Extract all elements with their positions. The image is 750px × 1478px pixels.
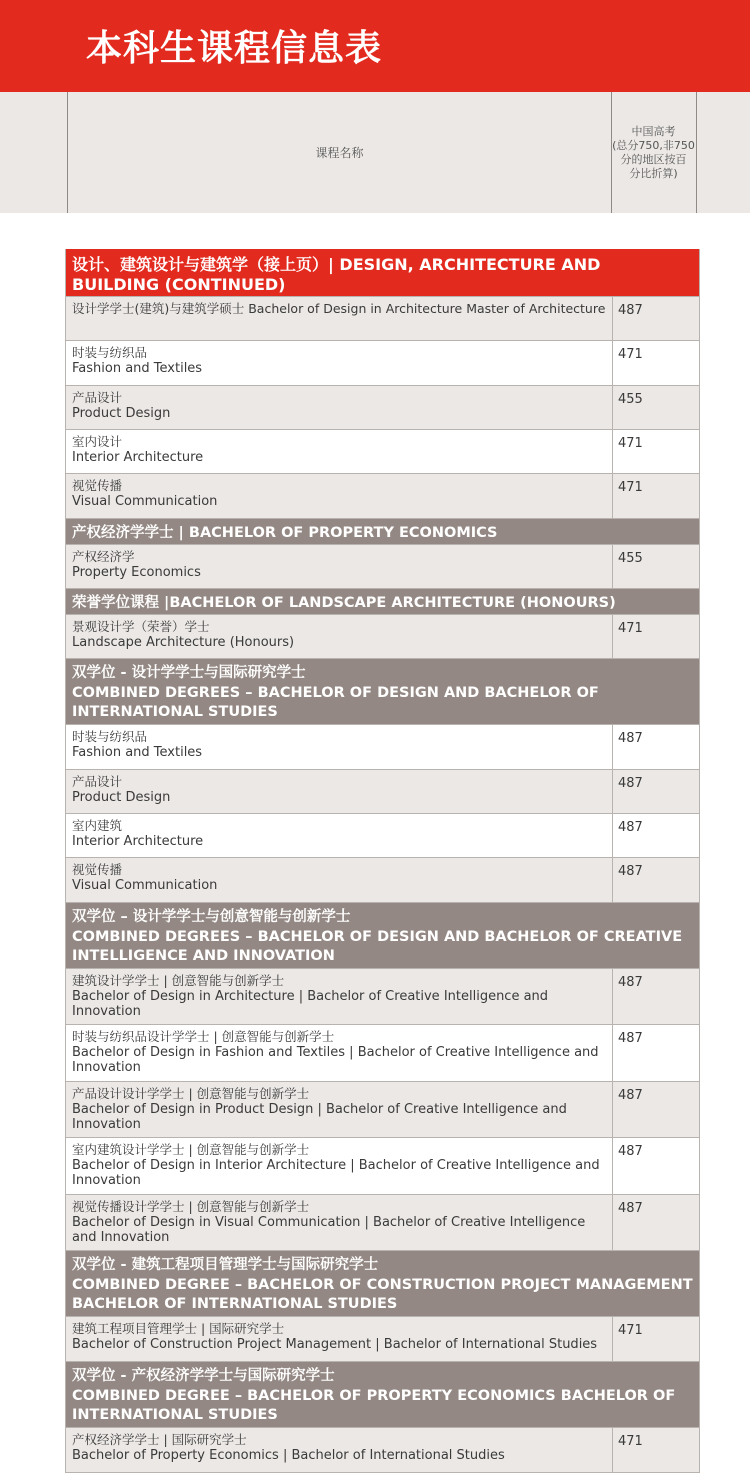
course-name-cell xyxy=(66,1428,613,1472)
course-name-en: Bachelor of Design in Fashion and Textiles | Bachelor of Creative Intelligence and Innovation xyxy=(72,1045,599,1075)
gaokao-score-cell: 471 xyxy=(618,1434,643,1449)
gaokao-score-cell: 455 xyxy=(618,551,643,566)
column-header-bar xyxy=(0,92,750,213)
gaokao-score-cell: 487 xyxy=(618,1088,643,1103)
gaokao-score-cell: 471 xyxy=(618,347,643,362)
section-header: 双学位 - 设计学学士与国际研究学士 COMBINED DEGREES – BACHELOR OF DESIGN AND BACHELOR OF INTERNATIONAL STUDIES xyxy=(66,659,699,725)
gaokao-score-cell: 487 xyxy=(618,864,643,879)
course-name-en: Bachelor of Property Economics | Bachelor of International Studies xyxy=(72,1448,505,1463)
section-header: 产权经济学学士 | BACHELOR OF PROPERTY ECONOMICS xyxy=(66,519,699,545)
course-name-zh: 视觉传播 xyxy=(72,862,123,877)
section-header: 设计、建筑设计与建筑学（接上页）| DESIGN, ARCHITECTURE AND BUILDING (CONTINUED) xyxy=(66,249,699,297)
course-name-cell xyxy=(66,474,613,518)
table-row xyxy=(66,474,699,519)
course-name-zh: 时装与纺织品 xyxy=(72,729,148,744)
course-name-cell xyxy=(66,770,613,813)
course-name-column-header: 课程名称 xyxy=(315,146,364,160)
course-name-en: Bachelor of Design in Architecture | Bachelor of Creative Intelligence and Innovation xyxy=(72,989,549,1019)
gaokao-score-cell: 471 xyxy=(618,1323,643,1338)
course-name-cell xyxy=(66,386,613,429)
course-name-en: Landscape Architecture (Honours) xyxy=(72,635,295,650)
course-name-en: Fashion and Textiles xyxy=(72,745,203,760)
table-row xyxy=(66,545,699,589)
course-name-en: Fashion and Textiles xyxy=(72,361,203,376)
column-divider xyxy=(696,92,697,213)
course-name-zh: 产品设计设计学学士 | 创意智能与创新学士 xyxy=(72,1086,310,1101)
table-row xyxy=(66,1025,699,1082)
gaokao-score-cell: 487 xyxy=(618,303,643,318)
table-row xyxy=(66,615,699,659)
gaokao-score-column-header: 中国高考 (总分750,非750 分的地区按百 分比折算) xyxy=(612,124,695,180)
course-table xyxy=(65,249,700,1473)
page-title: 本科生课程信息表 xyxy=(86,28,383,69)
gaokao-score-cell: 471 xyxy=(618,480,643,495)
gaokao-score-cell: 487 xyxy=(618,776,643,791)
gaokao-score-cell: 487 xyxy=(618,820,643,835)
gaokao-score-cell: 471 xyxy=(618,436,643,451)
gaokao-score-cell: 487 xyxy=(618,731,643,746)
course-name-zh: 建筑工程项目管理学士 | 国际研究学士 xyxy=(72,1321,285,1336)
course-name-cell xyxy=(66,341,613,385)
table-row xyxy=(66,725,699,770)
course-name-zh: 产品设计 xyxy=(72,390,123,405)
course-name-zh: 视觉传播设计学学士 | 创意智能与创新学士 xyxy=(72,1199,310,1214)
gaokao-score-cell: 455 xyxy=(618,392,643,407)
table-row xyxy=(66,430,699,474)
course-name-en: Bachelor of Design in Product Design | Bachelor of Creative Intelligence and Innovation xyxy=(72,1102,567,1132)
course-name-cell xyxy=(66,814,613,857)
section-header: 荣誉学位课程 |BACHELOR OF LANDSCAPE ARCHITECTURE (HONOURS) xyxy=(66,589,699,615)
course-name-cell xyxy=(66,615,613,658)
course-name-en: Bachelor of Construction Project Management | Bachelor of International Studies xyxy=(72,1337,598,1352)
course-name-cell xyxy=(66,430,613,473)
table-row xyxy=(66,814,699,858)
header-banner xyxy=(0,0,750,92)
course-name-cell xyxy=(66,1025,613,1081)
section-header: 双学位 - 建筑工程项目管理学士与国际研究学士 COMBINED DEGREE – BACHELOR OF CONSTRUCTION PROJECT MANAGEMENT BACHELOR OF INTERNATIONAL STUDIES xyxy=(66,1251,699,1317)
gaokao-score-cell: 487 xyxy=(618,1201,643,1216)
table-row xyxy=(66,1082,699,1138)
course-name-cell xyxy=(66,969,613,1024)
course-name-en: Product Design xyxy=(72,790,171,805)
table-row xyxy=(66,858,699,903)
course-name-zh: 室内建筑设计学学士 | 创意智能与创新学士 xyxy=(72,1142,310,1157)
course-name-zh: 产权经济学 xyxy=(72,549,135,564)
table-row xyxy=(66,969,699,1025)
course-name-zh: 室内建筑 xyxy=(72,818,123,833)
course-name-en: Visual Communication xyxy=(72,878,218,893)
course-name-en: Interior Architecture xyxy=(72,834,204,849)
section-header: 双学位 - 产权经济学学士与国际研究学士 COMBINED DEGREE – BACHELOR OF PROPERTY ECONOMICS BACHELOR OF INTERNATIONAL STUDIES xyxy=(66,1362,699,1428)
course-name-zh: 建筑设计学学士 | 创意智能与创新学士 xyxy=(72,973,285,988)
table-row xyxy=(66,341,699,386)
gaokao-score-cell: 487 xyxy=(618,1031,643,1046)
course-name-zh: 时装与纺织品设计学学士 | 创意智能与创新学士 xyxy=(72,1029,335,1044)
table-row xyxy=(66,1138,699,1195)
table-row xyxy=(66,386,699,430)
gaokao-score-cell: 471 xyxy=(618,621,643,636)
course-name-en: Product Design xyxy=(72,406,171,421)
table-row xyxy=(66,770,699,814)
course-name-cell xyxy=(66,1082,613,1137)
course-name-zh: 室内设计 xyxy=(72,434,123,449)
table-row xyxy=(66,1195,699,1251)
course-name-cell xyxy=(66,1138,613,1194)
course-name-zh: 时装与纺织品 xyxy=(72,345,148,360)
course-name-zh: 景观设计学（荣誉）学士 xyxy=(72,619,210,634)
course-name-en: Bachelor of Design in Interior Architecture | Bachelor of Creative Intelligence and Innovation xyxy=(72,1158,600,1188)
course-name-en: Property Economics xyxy=(72,565,201,580)
course-name-cell xyxy=(66,858,613,902)
section-header: 双学位 – 设计学学士与创意智能与创新学士 COMBINED DEGREES – BACHELOR OF DESIGN AND BACHELOR OF CREATIVE INTELLIGENCE AND INNOVATION xyxy=(66,903,699,969)
gaokao-score-cell: 487 xyxy=(618,1144,643,1159)
course-name-cell xyxy=(66,1195,613,1250)
table-row xyxy=(66,1317,699,1362)
course-name-zh: 设计学学士(建筑)与建筑学硕士 Bachelor of Design in Architecture Master of Architecture xyxy=(72,301,606,316)
course-name-cell xyxy=(66,1317,613,1361)
course-name-cell xyxy=(66,297,613,340)
course-name-zh: 产权经济学学士 | 国际研究学士 xyxy=(72,1432,247,1447)
course-name-en: Visual Communication xyxy=(72,494,218,509)
course-name-cell xyxy=(66,725,613,769)
course-name-en: Interior Architecture xyxy=(72,450,204,465)
course-name-zh: 视觉传播 xyxy=(72,478,123,493)
course-name-en: Bachelor of Design in Visual Communication | Bachelor of Creative Intelligence and Innovation xyxy=(72,1215,586,1245)
table-row xyxy=(66,297,699,341)
gaokao-score-cell: 487 xyxy=(618,975,643,990)
course-name-zh: 产品设计 xyxy=(72,774,123,789)
course-name-cell xyxy=(66,545,613,588)
table-row xyxy=(66,1428,699,1473)
